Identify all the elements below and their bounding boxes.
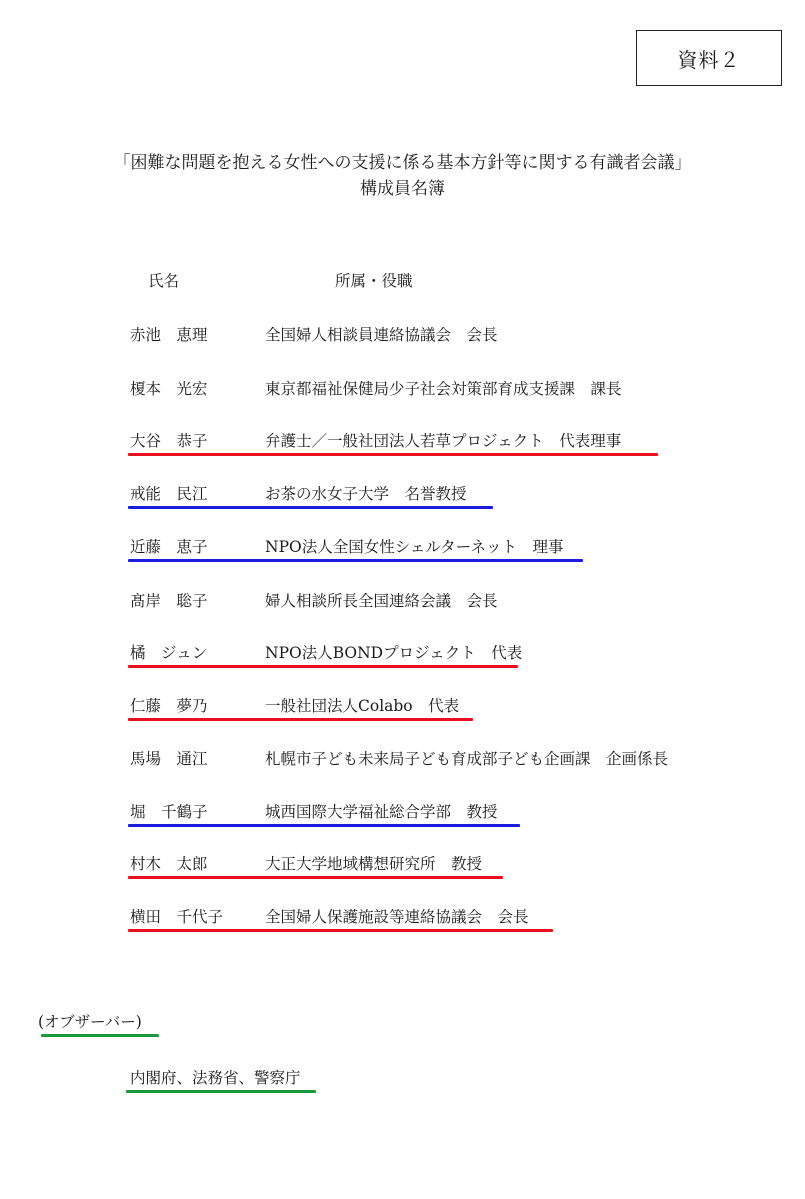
blue-underline-mark — [128, 506, 493, 509]
member-affiliation: NPO法人全国女性シェルターネット 理事 — [265, 538, 564, 556]
blue-underline-mark — [128, 559, 583, 562]
red-underline-mark — [128, 453, 658, 456]
member-name: 赤池 恵理 — [130, 326, 208, 344]
observer-label-underline — [41, 1034, 159, 1037]
member-name: 村木 太郎 — [130, 855, 208, 873]
red-underline-mark — [128, 876, 503, 879]
member-name: 近藤 恵子 — [130, 538, 208, 556]
member-name: 榎本 光宏 — [130, 380, 208, 398]
member-name: 馬場 通江 — [130, 750, 208, 768]
member-affiliation: 札幌市子ども未来局子ども育成部子ども企画課 企画係長 — [265, 750, 669, 768]
member-affiliation: 弁護士／一般社団法人若草プロジェクト 代表理事 — [265, 432, 622, 450]
member-affiliation: 全国婦人相談員連絡協議会 会長 — [265, 326, 498, 344]
member-affiliation: NPO法人BONDプロジェクト 代表 — [265, 644, 523, 662]
blue-underline-mark — [128, 824, 520, 827]
member-affiliation: 大正大学地域構想研究所 教授 — [265, 855, 483, 873]
document-label: 資料２ — [636, 30, 782, 86]
member-affiliation: 一般社団法人Colabo 代表 — [265, 697, 460, 715]
member-name: 戒能 民江 — [130, 485, 208, 503]
member-affiliation: 全国婦人保護施設等連絡協議会 会長 — [265, 908, 529, 926]
member-name: 橘 ジュン — [130, 644, 208, 662]
observer-orgs-text: 内閣府、法務省、警察庁 — [130, 1069, 301, 1087]
member-affiliation: 城西国際大学福祉総合学部 教授 — [265, 803, 498, 821]
column-header-affiliation: 所属・役職 — [335, 272, 413, 290]
red-underline-mark — [128, 665, 518, 668]
observer-section-label — [38, 1010, 142, 1032]
member-name: 横田 千代子 — [130, 908, 224, 926]
member-name: 大谷 恭子 — [130, 432, 208, 450]
member-affiliation: 東京都福祉保健局少子社会対策部育成支援課 課長 — [265, 380, 622, 398]
document-subtitle: 構成員名簿 — [360, 179, 445, 199]
document-title: 「困難な問題を抱える女性への支援に係る基本方針等に関する有識者会議」 — [113, 153, 692, 173]
observer-orgs-underline — [126, 1090, 316, 1093]
member-name: 堀 千鶴子 — [130, 803, 208, 821]
member-name: 髙岸 聡子 — [130, 592, 208, 610]
member-affiliation: お茶の水女子大学 名誉教授 — [265, 485, 467, 503]
observer-label-text: (オブザーバー) — [38, 1013, 142, 1031]
red-underline-mark — [128, 718, 473, 721]
column-header-name: 氏名 — [148, 272, 180, 290]
member-name: 仁藤 夢乃 — [130, 697, 208, 715]
member-affiliation: 婦人相談所長全国連絡会議 会長 — [265, 592, 498, 610]
red-underline-mark — [128, 929, 553, 932]
observer-organizations — [130, 1066, 301, 1088]
